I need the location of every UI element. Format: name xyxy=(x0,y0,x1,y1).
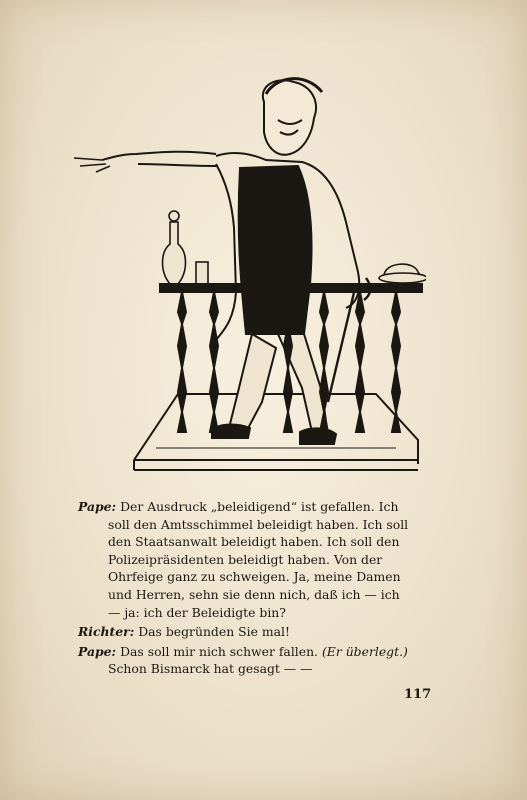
speech-line: soll den Amtsschimmel beleidigt haben. Ich soll xyxy=(108,516,409,532)
speech-line: und Herren, sehn sie denn nich, daß ich — ich xyxy=(108,586,400,602)
speaker-name: Pape: xyxy=(78,643,117,659)
page-number: 117 xyxy=(404,687,432,702)
speech-pape-2 xyxy=(78,643,438,678)
speech-line: Schon Bismarck hat gesagt — — xyxy=(108,661,313,677)
speech-line: den Staatsanwalt beleidigt haben. Ich soll den xyxy=(108,534,400,550)
stage-direction: (Er überlegt.) xyxy=(321,643,408,659)
speech-pape-1 xyxy=(78,498,438,621)
speech-richter xyxy=(78,623,438,641)
speech-line: — ja: ich der Beleidigte bin? xyxy=(108,604,286,620)
caricature-man-at-balustrade-icon xyxy=(66,72,426,477)
speaker-name: Richter: xyxy=(78,624,135,640)
speech-line: Polizeipräsidenten beleidigt haben. Von der xyxy=(108,551,383,567)
speech-line: Das begründen Sie mal! xyxy=(138,624,290,640)
speech-line: Das soll mir nich schwer fallen. xyxy=(120,643,318,659)
speech-line: Ohrfeige ganz zu schweigen. Ja, meine Damen xyxy=(108,569,401,585)
speaker-name: Pape: xyxy=(78,499,117,514)
speech-line: Der Ausdruck „beleidigend“ ist gefallen. Ich xyxy=(120,499,399,514)
dialogue-text xyxy=(78,498,438,680)
